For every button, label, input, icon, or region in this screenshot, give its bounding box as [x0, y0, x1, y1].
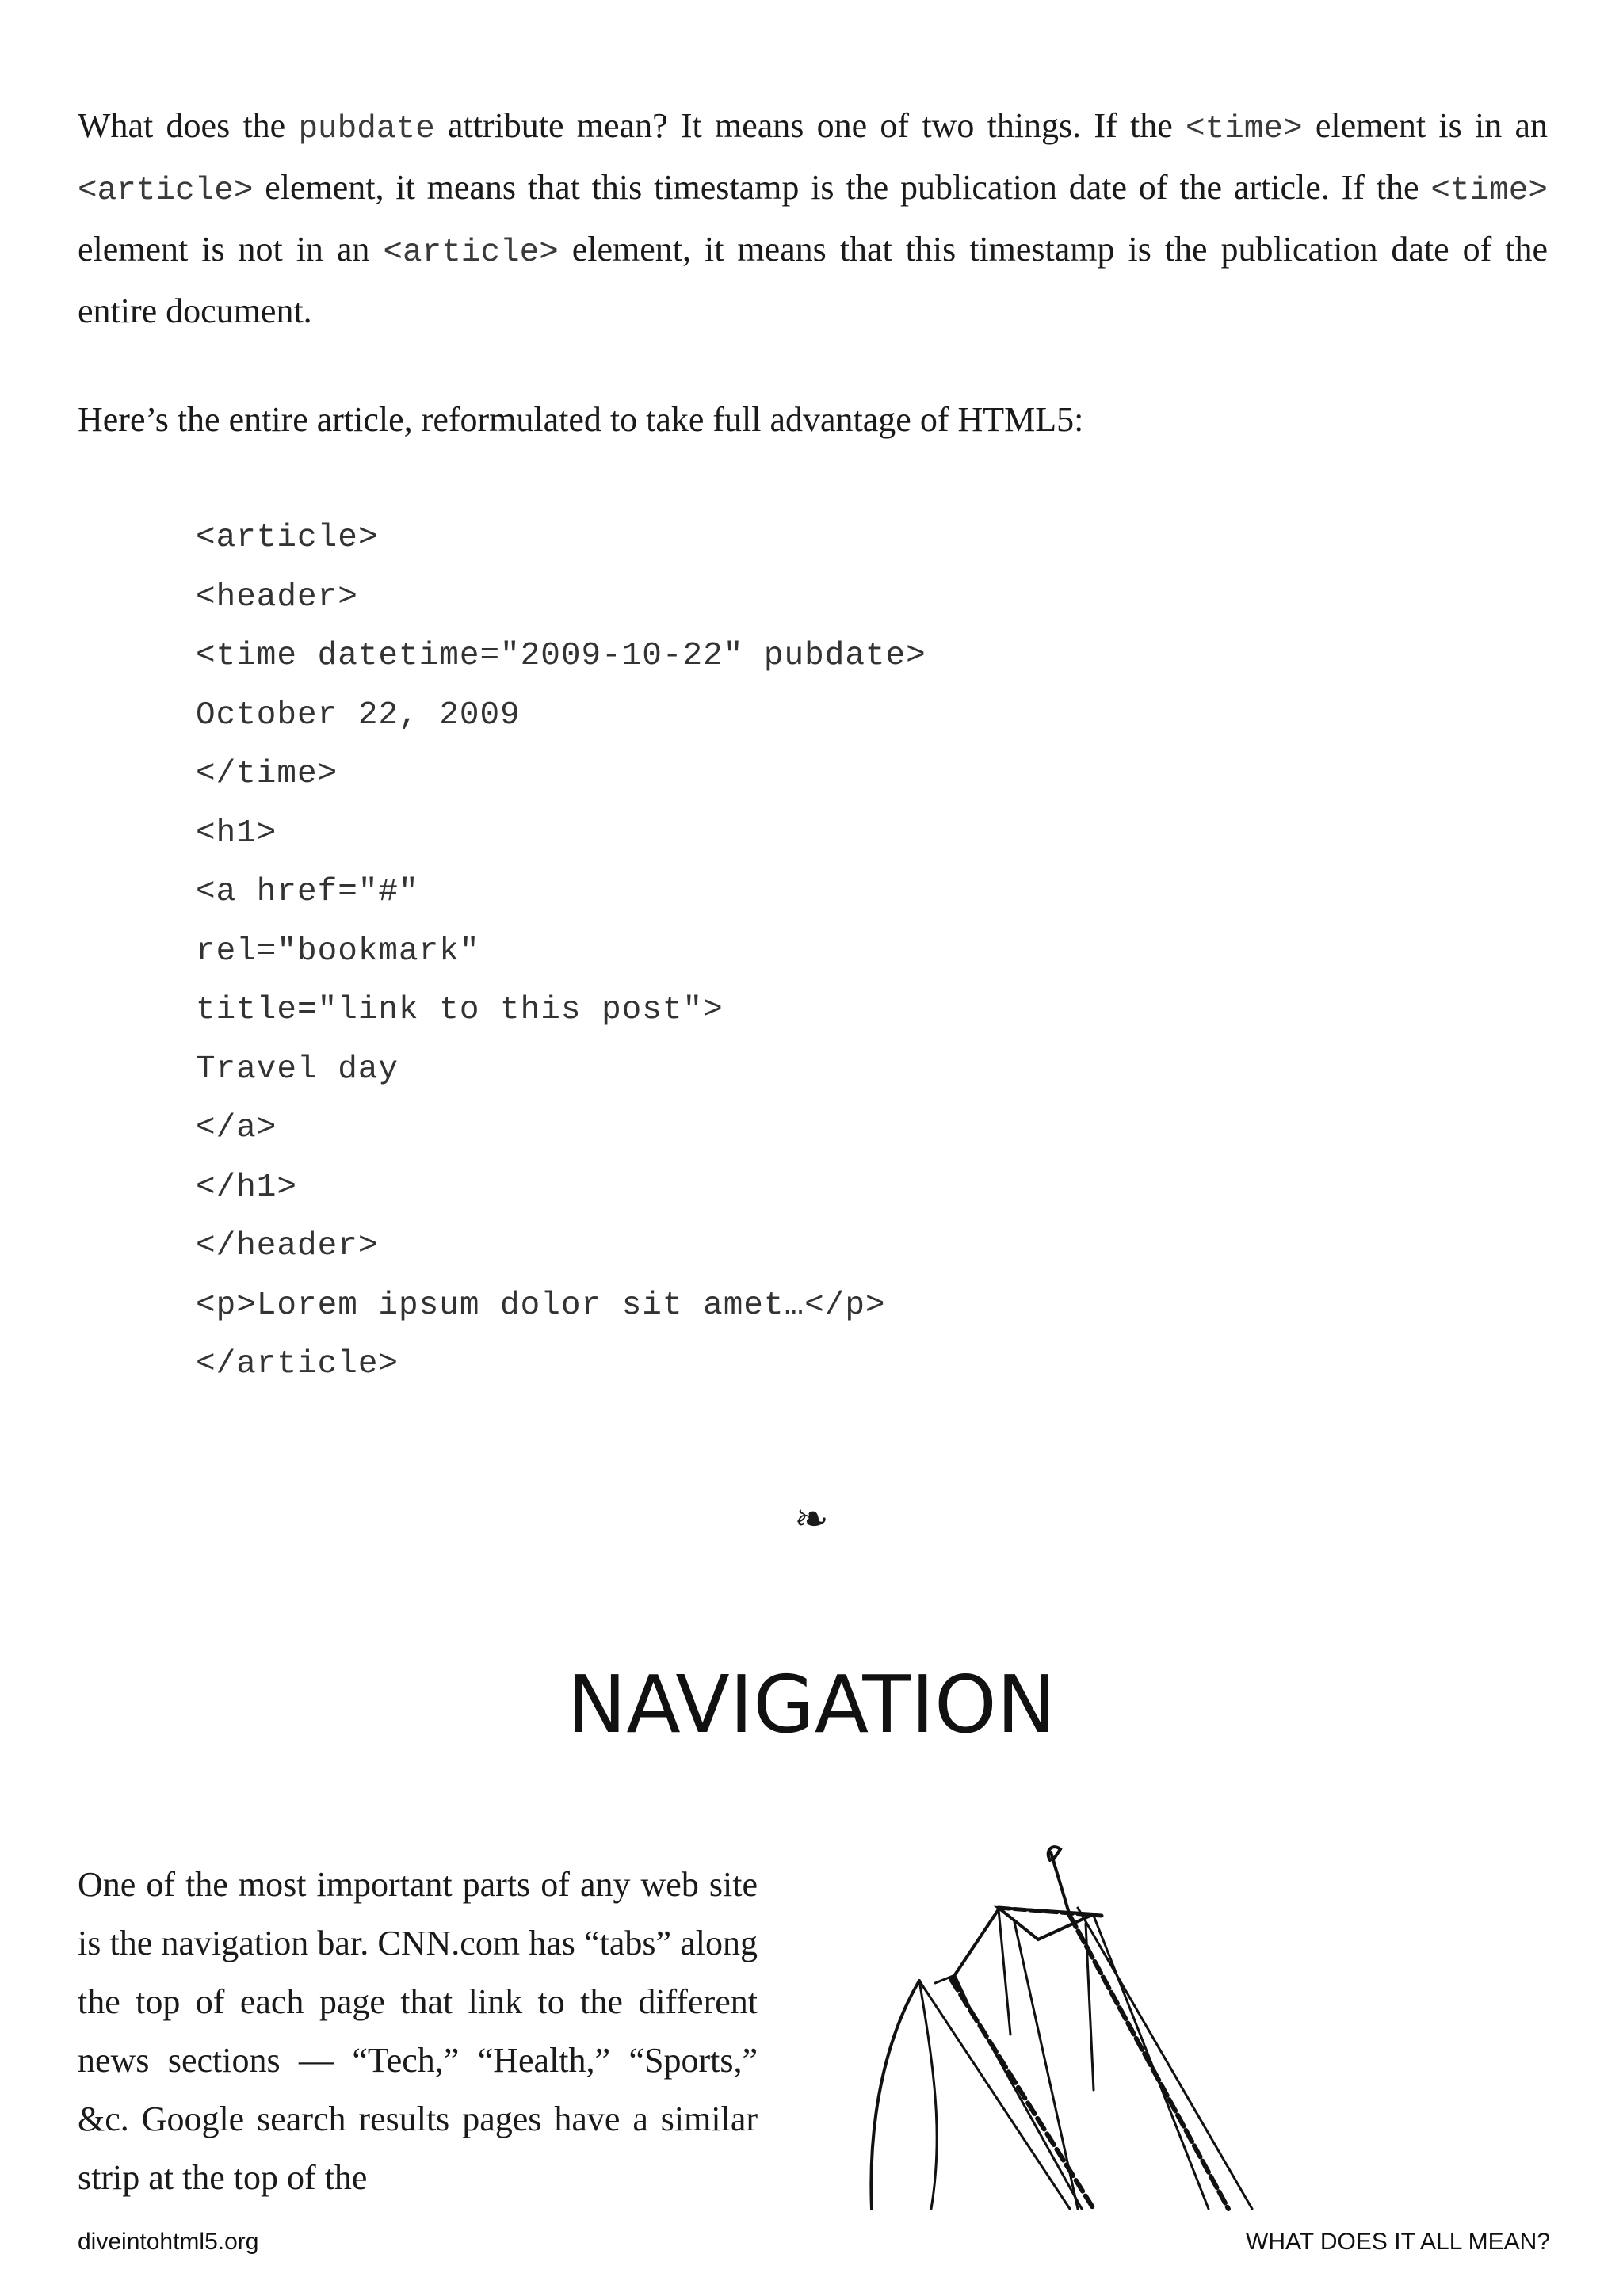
code-listing	[196, 509, 926, 1394]
inline-code: <article>	[383, 235, 559, 271]
text-run: element is not in an	[78, 230, 384, 269]
code-line: October 22, 2009	[196, 696, 521, 734]
text-run: What does the	[78, 106, 299, 145]
code-line: </h1>	[196, 1169, 298, 1206]
code-line: title="link to this post">	[196, 992, 724, 1028]
pubdate-explanation-paragraph	[78, 97, 1548, 341]
inline-code: <article>	[78, 173, 254, 209]
text-run: element, it means that this timestamp is the publication date of the article. If the	[253, 168, 1431, 207]
code-line: <h1>	[196, 814, 277, 852]
inline-code: <time>	[1185, 111, 1303, 147]
code-lead-in-paragraph: Here’s the entire article, reformulated to take full advantage of HTML5:	[78, 400, 1084, 439]
code-line: <a href="#"	[196, 874, 419, 910]
text-run: element is in an	[1302, 106, 1548, 145]
section-title: NAVIGATION	[567, 1658, 1056, 1751]
code-line: </a>	[196, 1110, 277, 1146]
text-run: attribute mean? It means one of two things. If the	[434, 106, 1186, 145]
text-run: element, it means that this timestamp is the publication date of the entire document.	[78, 230, 1548, 330]
code-line: <p>Lorem ipsum dolor sit amet…</p>	[196, 1287, 886, 1324]
footer-chapter-title: WHAT DOES IT ALL MEAN?	[1246, 2229, 1550, 2255]
code-line: </article>	[196, 1346, 399, 1383]
code-line: </time>	[196, 756, 338, 792]
code-line: rel="bookmark"	[196, 933, 480, 970]
inline-code: <time>	[1430, 173, 1548, 209]
code-line: </header>	[196, 1228, 379, 1264]
inline-code: pubdate	[298, 111, 435, 147]
navigation-paragraph: One of the most important parts of any web site is the navigation bar. CNN.com has “tabs” along the top of each page that link to the different news sections — “Tech,” “Health,” “Sports,” &c. Google search results pages have a similar strip at the top of the	[78, 1865, 758, 2197]
code-line: <header>	[196, 578, 358, 616]
footer-site-url: diveintohtml5.org	[78, 2229, 259, 2255]
code-line: <article>	[196, 520, 379, 556]
fleuron-divider-icon: ❧	[794, 1496, 829, 1543]
code-line: Travel day	[196, 1051, 399, 1088]
ship-rigging-sketch	[856, 1836, 1284, 2215]
code-line: <time datetime="2009-10-22" pubdate>	[196, 638, 926, 674]
